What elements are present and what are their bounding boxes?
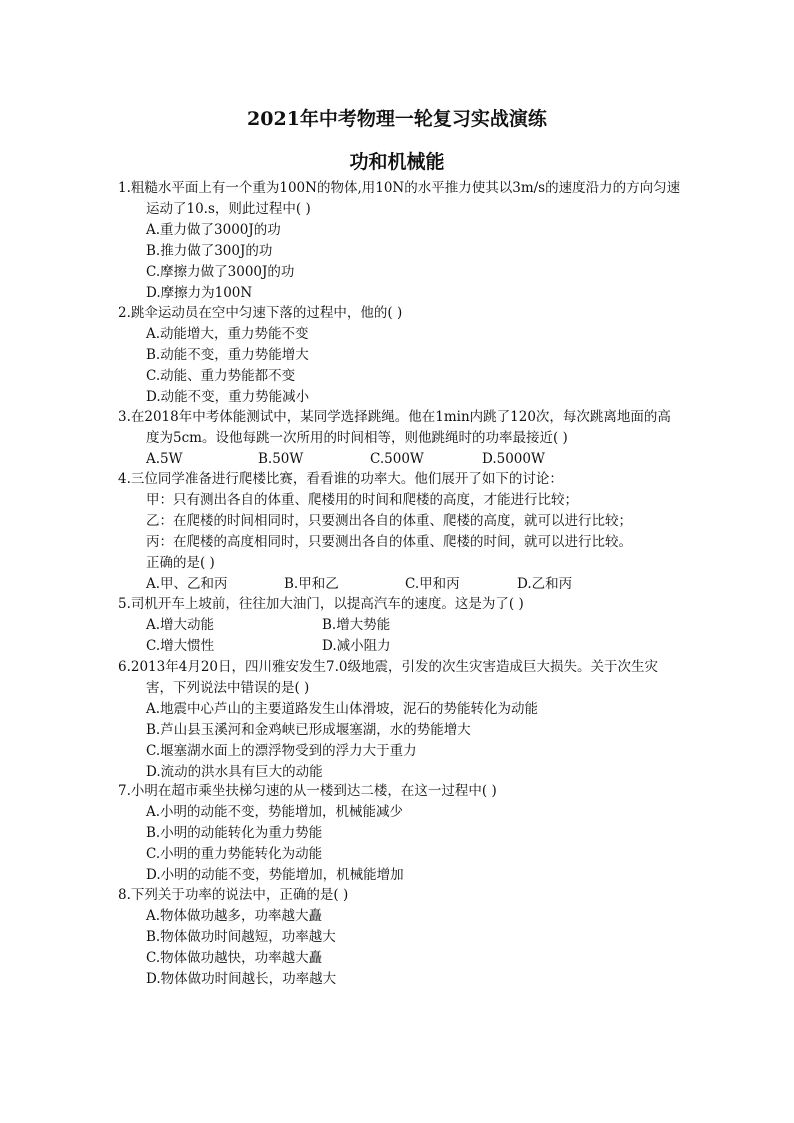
question-8 bbox=[118, 885, 708, 990]
options-row bbox=[118, 449, 708, 470]
option-b: B.增大势能 bbox=[322, 617, 391, 633]
question-stem: 4.三位同学准备进行爬楼比赛，看看谁的功率大。他们展开了如下的讨论： bbox=[118, 471, 563, 487]
question-stem: 6.2013年4月20日，四川雅安发生7.0级地震，引发的次生灾害造成巨大损失。关于次生灾 bbox=[118, 659, 658, 675]
options-row bbox=[118, 574, 708, 595]
question-1 bbox=[118, 178, 708, 304]
option-d: D.动能不变，重力势能减小 bbox=[146, 389, 310, 405]
option-c: C.500W bbox=[370, 451, 424, 467]
question-7 bbox=[118, 781, 708, 886]
option-b: B.推力做了300J的功 bbox=[146, 243, 273, 259]
question-stem: 7.小明在超市乘坐扶梯匀速的从一楼到达二楼，在这一过程中( ) bbox=[118, 783, 497, 799]
option-d: D.物体做功时间越长，功率越大 bbox=[146, 971, 337, 987]
option-a: A.地震中心芦山的主要道路发生山体滑坡，泥石的势能转化为动能 bbox=[146, 701, 539, 717]
question-5 bbox=[118, 594, 708, 657]
question-stem-continued: 害，下列说法中错误的是( ) bbox=[146, 680, 310, 696]
question-prompt: 正确的是( ) bbox=[146, 555, 215, 571]
option-a: A.5W bbox=[146, 451, 183, 467]
question-stem: 2.跳伞运动员在空中匀速下落的过程中，他的( ) bbox=[118, 305, 403, 321]
question-stem-continued: 运动了10.s，则此过程中( ) bbox=[146, 201, 311, 217]
option-d: D.摩擦力为100N bbox=[146, 285, 253, 301]
question-stem: 8.下列关于功率的说法中，正确的是( ) bbox=[118, 887, 349, 903]
option-a: A.小明的动能不变，势能增加，机械能减少 bbox=[146, 804, 404, 820]
option-c: C.堰塞湖水面上的漂浮物受到的浮力大于重力 bbox=[146, 743, 417, 759]
option-d: D.减小阻力 bbox=[322, 638, 391, 654]
option-a: A.物体做功越多，功率越大矗 bbox=[146, 908, 323, 924]
options-row bbox=[118, 615, 708, 636]
question-stem: 1.粗糙水平面上有一个重为100N的物体,用10N的水平推力使其以3m/s的速度沿力的方向匀速 bbox=[118, 180, 681, 196]
question-6 bbox=[118, 657, 708, 783]
option-b: B.物体做功时间越短，功率越大 bbox=[146, 929, 336, 945]
option-a: A.重力做了3000J的功 bbox=[146, 222, 281, 238]
option-b: B.芦山县玉溪河和金鸡峡已形成堰塞湖，水的势能增大 bbox=[146, 722, 471, 738]
option-b: B.甲和乙 bbox=[284, 576, 339, 592]
option-c: C.小明的重力势能转化为动能 bbox=[146, 846, 323, 862]
option-c: C.摩擦力做了3000J的功 bbox=[146, 264, 295, 280]
options-row bbox=[118, 636, 708, 657]
option-c: C.增大惯性 bbox=[146, 638, 215, 654]
option-d: D.流动的洪水具有巨大的动能 bbox=[146, 764, 323, 780]
option-c: C.甲和丙 bbox=[405, 576, 460, 592]
page-subtitle: 功和机械能 bbox=[349, 151, 445, 173]
question-2 bbox=[118, 303, 708, 408]
question-3 bbox=[118, 407, 708, 470]
question-4 bbox=[118, 469, 708, 595]
statement-jia: 甲：只有测出各自的体重、爬楼用的时间和爬楼的高度，才能进行比较； bbox=[146, 492, 578, 508]
question-stem: 3.在2018年中考体能测试中，某同学选择跳绳。他在1min内跳了120次，每次跳离地面的高 bbox=[118, 409, 671, 425]
option-b: B.动能不变，重力势能增大 bbox=[146, 347, 309, 363]
option-b: B.50W bbox=[258, 451, 304, 467]
option-a: A.增大动能 bbox=[146, 617, 215, 633]
option-c: C.物体做功越快，功率越大矗 bbox=[146, 950, 323, 966]
statement-bing: 丙：在爬楼的高度相同时，只要测出各自的体重、爬楼的时间，就可以进行比较。 bbox=[146, 534, 632, 550]
option-d: D.5000W bbox=[482, 451, 545, 467]
option-d: D.乙和丙 bbox=[517, 576, 573, 592]
question-stem: 5.司机开车上坡前，往往加大油门，以提高汽车的速度。这是为了( ) bbox=[118, 596, 524, 612]
statement-yi: 乙：在爬楼的时间相同时，只要测出各自的体重、爬楼的高度，就可以进行比较； bbox=[146, 513, 632, 529]
option-c: C.动能、重力势能都不变 bbox=[146, 368, 296, 384]
option-b: B.小明的动能转化为重力势能 bbox=[146, 825, 323, 841]
page-title: 2021年中考物理一轮复习实战演练 bbox=[247, 108, 547, 130]
option-d: D.小明的动能不变，势能增加，机械能增加 bbox=[146, 867, 404, 883]
option-a: A.动能增大，重力势能不变 bbox=[146, 326, 309, 342]
option-a: A.甲、乙和丙 bbox=[146, 576, 228, 592]
question-stem-continued: 度为5cm。设他每跳一次所用的时间相等，则他跳绳时的功率最接近( ) bbox=[146, 430, 568, 446]
